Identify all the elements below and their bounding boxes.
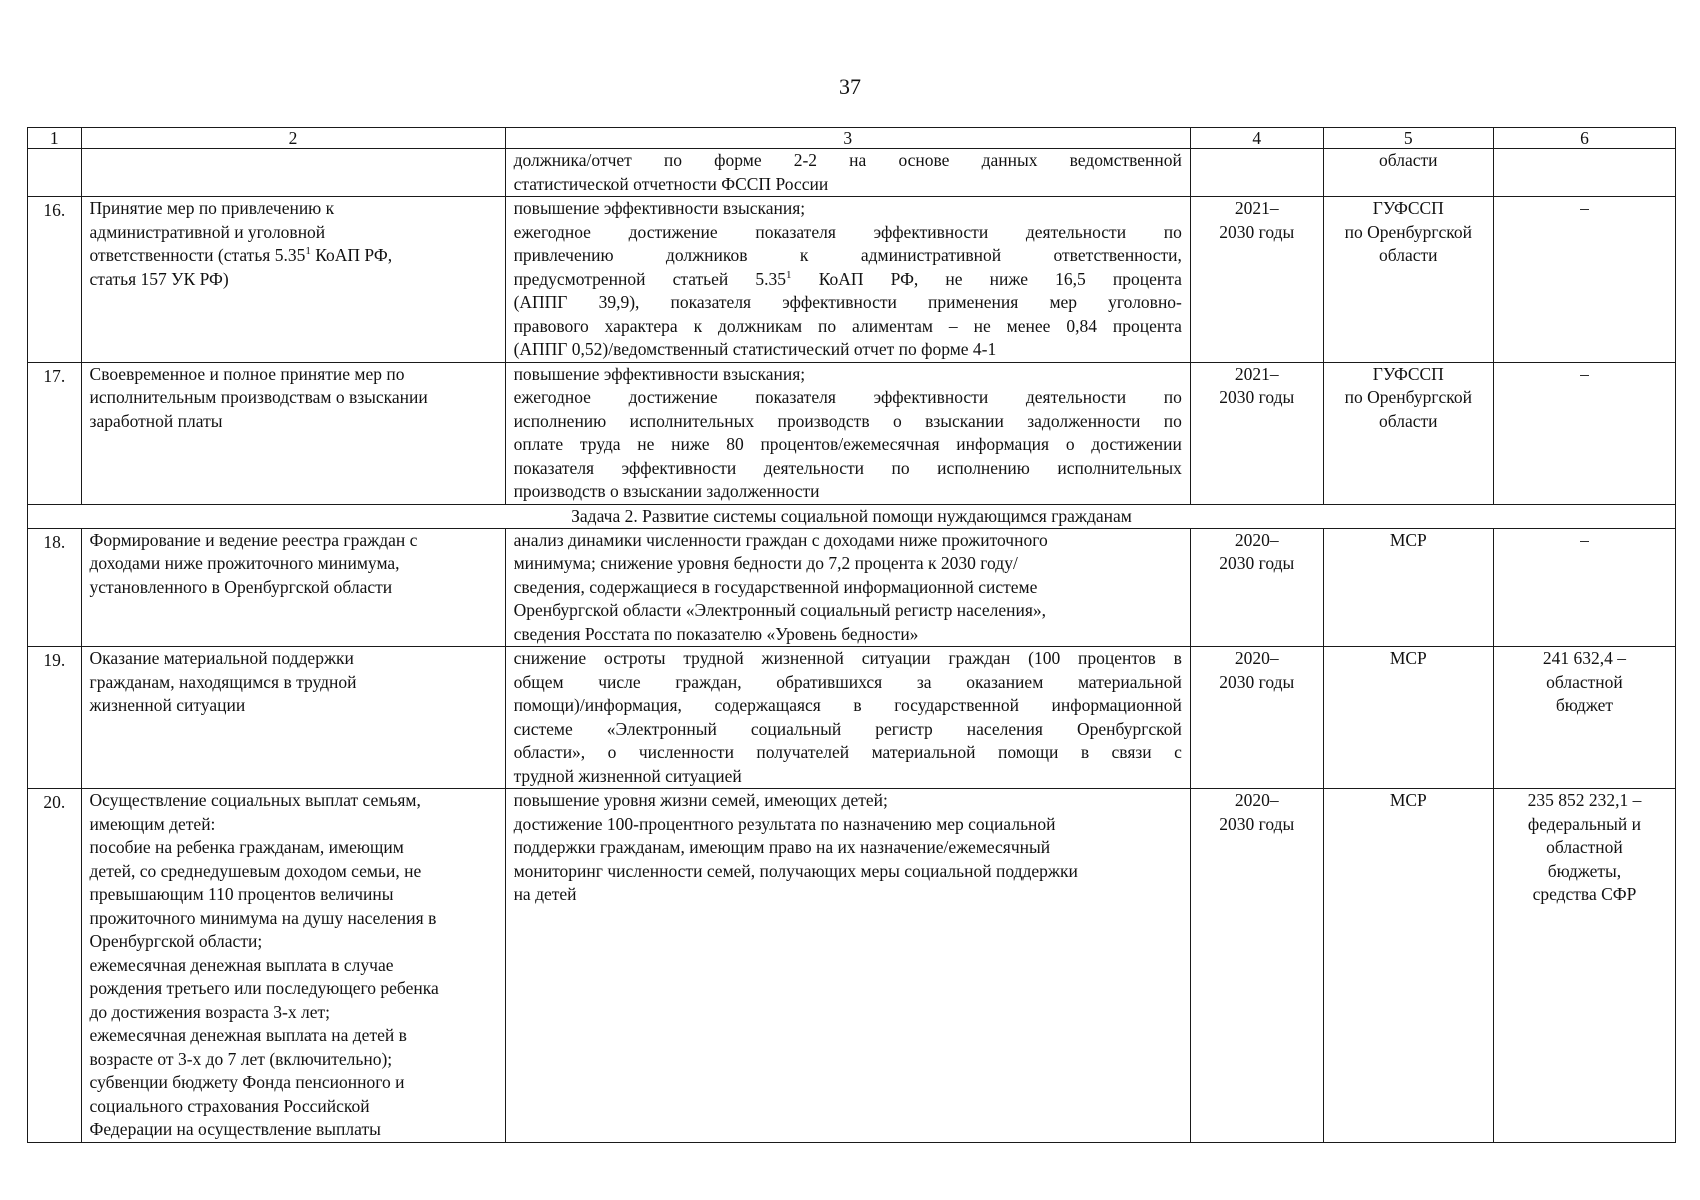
cont-col6 [1493, 149, 1675, 197]
funding-cell [1493, 528, 1675, 647]
text-line: 2030 годы [1219, 553, 1295, 573]
text-line [514, 268, 1182, 292]
text-line: 2030 годы [1219, 387, 1295, 407]
text-line: 2021– [1234, 198, 1279, 218]
text-line [90, 244, 497, 268]
measure-cell [81, 528, 505, 647]
funding-cell [1493, 362, 1675, 504]
cont-col4 [1190, 149, 1323, 197]
text-line: детей, со среднедушевым доходом семьи, не [89, 860, 422, 881]
column-header-2: 2 [81, 128, 505, 149]
executor-cell [1323, 528, 1493, 647]
cont-col2 [81, 149, 505, 197]
text-line: рождения третьего или последующего ребенка [89, 978, 439, 998]
text-line: социального страхования Российской [89, 1095, 370, 1116]
text-line: гражданам, находящимся в трудной [89, 671, 357, 692]
text-line: МСР [1389, 648, 1427, 668]
text-line: превышающим 110 процентов величины [89, 884, 394, 904]
text-line: бюджеты, [1547, 860, 1622, 881]
text-fragment: ответственности (статья 5.35 [89, 245, 306, 265]
text-line: привлечению должников к административной ответственности, [513, 245, 1182, 265]
text-line: общем числе граждан, обратившихся за оказанием материальной [513, 671, 1182, 692]
result-cell [505, 362, 1190, 504]
period-cell [1190, 362, 1323, 504]
text-line: производств о взыскании задолженности [513, 481, 820, 501]
text-line: МСР [1389, 529, 1427, 550]
text-line: статья 157 УК РФ) [89, 268, 229, 289]
text-line: 241 632,4 – [1542, 648, 1627, 668]
text-line: (АППГ 0,52)/ведомственный статистический отчет по форме 4-1 [513, 339, 997, 359]
text-line: ГУФССП [1372, 198, 1444, 218]
text-line: мониторинг численности семей, получающих меры социальной поддержки [513, 860, 1078, 881]
result-cell [505, 197, 1190, 363]
text-line: пособие на ребенка гражданам, имеющим [89, 837, 404, 857]
text-line: достижение 100-процентного результата по назначению мер социальной [513, 813, 1056, 834]
text-line: минимума; снижение уровня бедности до 7,2 процента к 2030 году/ [513, 553, 1018, 573]
column-number-header-row [28, 128, 1676, 149]
text-line: Своевременное и полное принятие мер по [89, 363, 405, 384]
period-cell [1190, 647, 1323, 789]
text-line: трудной жизненной ситуацией [513, 765, 742, 786]
text-line: ГУФССП [1372, 363, 1444, 384]
text-line: – [1580, 363, 1589, 384]
measure-cell [81, 789, 505, 1143]
text-line: ежемесячная денежная выплата на детей в [89, 1025, 407, 1045]
row-number: 16. [28, 197, 82, 363]
column-header-3: 3 [505, 128, 1190, 149]
column-header-1: 1 [28, 128, 82, 149]
text-line: – [1580, 198, 1589, 218]
row-number: 20. [28, 789, 82, 1143]
text-line: 2020– [1234, 790, 1279, 810]
text-line: жизненной ситуации [89, 695, 246, 715]
text-line: исполнению исполнительных производств о взыскании задолженности по [513, 410, 1182, 431]
text-line: сведения, содержащиеся в государственной информационной системе [513, 576, 1038, 597]
task-heading-row [28, 504, 1676, 528]
text-line: 2021– [1234, 363, 1279, 384]
table-row [28, 647, 1676, 789]
funding-cell [1493, 789, 1675, 1143]
text-line: Оренбургской области; [89, 931, 263, 951]
text-line: – [1580, 529, 1589, 550]
result-cell [505, 647, 1190, 789]
text-line: административной и уголовной [89, 221, 326, 242]
period-cell [1190, 789, 1323, 1143]
executor-cell [1323, 647, 1493, 789]
text-line: повышение уровня жизни семей, имеющих детей; [513, 790, 888, 810]
text-line: поддержки гражданам, имеющим право на их назначение/ежемесячный [513, 837, 1051, 857]
table-row [28, 197, 1676, 363]
column-header-4: 4 [1190, 128, 1323, 149]
table-row [28, 362, 1676, 504]
cont-col5: области [1323, 149, 1493, 197]
text-line: области [1379, 410, 1438, 431]
measures-table [27, 127, 1676, 1143]
text-line: области [1379, 245, 1438, 265]
executor-cell [1323, 362, 1493, 504]
text-line: 2030 годы [1219, 813, 1295, 834]
text-line: областной [1546, 837, 1623, 857]
text-line: по Оренбургской [1344, 387, 1472, 407]
text-line: показателя эффективности деятельности по исполнению исполнительных [513, 457, 1182, 478]
text-line: доходами ниже прожиточного минимума, [89, 553, 400, 573]
text-line: 2030 годы [1219, 221, 1295, 242]
text-line: установленного в Оренбургской области [89, 576, 393, 597]
text-line: оплате труда не ниже 80 процентов/ежемесячная информация о достижении [513, 434, 1182, 454]
period-cell [1190, 528, 1323, 647]
funding-cell [1493, 197, 1675, 363]
text-line: 235 852 232,1 – [1527, 790, 1642, 810]
period-cell [1190, 197, 1323, 363]
result-cell [505, 789, 1190, 1143]
text-line: ежегодное достижение показателя эффективности деятельности по [513, 387, 1182, 407]
text-line: имеющим детей: [89, 813, 216, 834]
cont-col1 [28, 149, 82, 197]
superscript: 1 [786, 268, 792, 281]
text-line: Формирование и ведение реестра граждан с [89, 529, 418, 550]
page-number: 37 [839, 74, 861, 99]
measure-cell [81, 197, 505, 363]
text-line: бюджет [1555, 695, 1614, 715]
text-line: повышение эффективности взыскания; [513, 363, 806, 384]
text-line: Осуществление социальных выплат семьям, [89, 790, 421, 810]
text-line: 2020– [1234, 529, 1279, 550]
text-fragment: КоАП РФ, не ниже 16,5 процента [818, 268, 1182, 289]
text-line: заработной платы [89, 410, 223, 431]
table-row [28, 528, 1676, 647]
text-line: статистической отчетности ФССП России [513, 173, 829, 194]
text-line: снижение остроты трудной жизненной ситуации граждан (100 процентов в [513, 648, 1182, 668]
text-line: Принятие мер по привлечению к [89, 198, 335, 218]
text-line: по Оренбургской [1344, 221, 1472, 242]
text-fragment: предусмотренной статьей 5.35 [513, 268, 787, 289]
text-line: 2030 годы [1219, 671, 1295, 692]
text-line: 2020– [1234, 648, 1279, 668]
text-line: исполнительным производствам о взыскании [89, 387, 428, 407]
continuation-row [28, 149, 1676, 197]
text-line: прожиточного минимума на душу населения в [89, 907, 437, 928]
table-row [28, 789, 1676, 1143]
text-line: до достижения возраста 3-х лет; [89, 1001, 331, 1022]
measure-cell [81, 647, 505, 789]
text-line: системе «Электронный социальный регистр населения Оренбургской [513, 718, 1182, 739]
text-line: (АППГ 39,9), показателя эффективности применения мер уголовно- [513, 292, 1182, 312]
text-line: Федерации на осуществление выплаты [89, 1119, 381, 1139]
measure-cell [81, 362, 505, 504]
text-line: анализ динамики численности граждан с доходами ниже прожиточного [513, 529, 1048, 550]
text-line: федеральный и [1527, 813, 1642, 834]
result-cell [505, 528, 1190, 647]
text-line: помощи)/информация, содержащаяся в государственной информационной [513, 695, 1182, 715]
text-line: МСР [1389, 790, 1427, 810]
cont-col3 [505, 149, 1190, 197]
text-fragment: КоАП РФ, [315, 245, 393, 265]
task-heading: Задача 2. Развитие системы социальной помощи нуждающимся гражданам [28, 504, 1676, 528]
text-line: возрасте от 3-х до 7 лет (включительно); [89, 1048, 393, 1069]
funding-cell [1493, 647, 1675, 789]
row-number: 17. [28, 362, 82, 504]
superscript: 1 [305, 245, 311, 258]
column-header-5: 5 [1323, 128, 1493, 149]
column-header-6: 6 [1493, 128, 1675, 149]
text-line: правового характера к должникам по алиментам – не менее 0,84 процента [513, 315, 1182, 336]
text-line: ежегодное достижение показателя эффективности деятельности по [513, 221, 1182, 242]
row-number: 19. [28, 647, 82, 789]
text-line: области», о численности получателей материальной помощи в связи с [513, 742, 1182, 762]
text-line: Оренбургской области «Электронный социальный регистр населения», [513, 600, 1047, 620]
text-line: на детей [513, 884, 577, 904]
text-line: средства СФР [1532, 884, 1637, 904]
executor-cell [1323, 789, 1493, 1143]
text-line: должника/отчет по форме 2-2 на основе данных ведомственной [513, 150, 1182, 170]
text-line: сведения Росстата по показателю «Уровень бедности» [513, 623, 919, 644]
text-line: повышение эффективности взыскания; [513, 198, 806, 218]
text-line: Оказание материальной поддержки [89, 648, 354, 668]
row-number: 18. [28, 528, 82, 647]
text-line: ежемесячная денежная выплата в случае [89, 954, 394, 975]
text-line: областной [1546, 671, 1623, 692]
executor-cell [1323, 197, 1493, 363]
text-line: субвенции бюджету Фонда пенсионного и [89, 1072, 405, 1092]
